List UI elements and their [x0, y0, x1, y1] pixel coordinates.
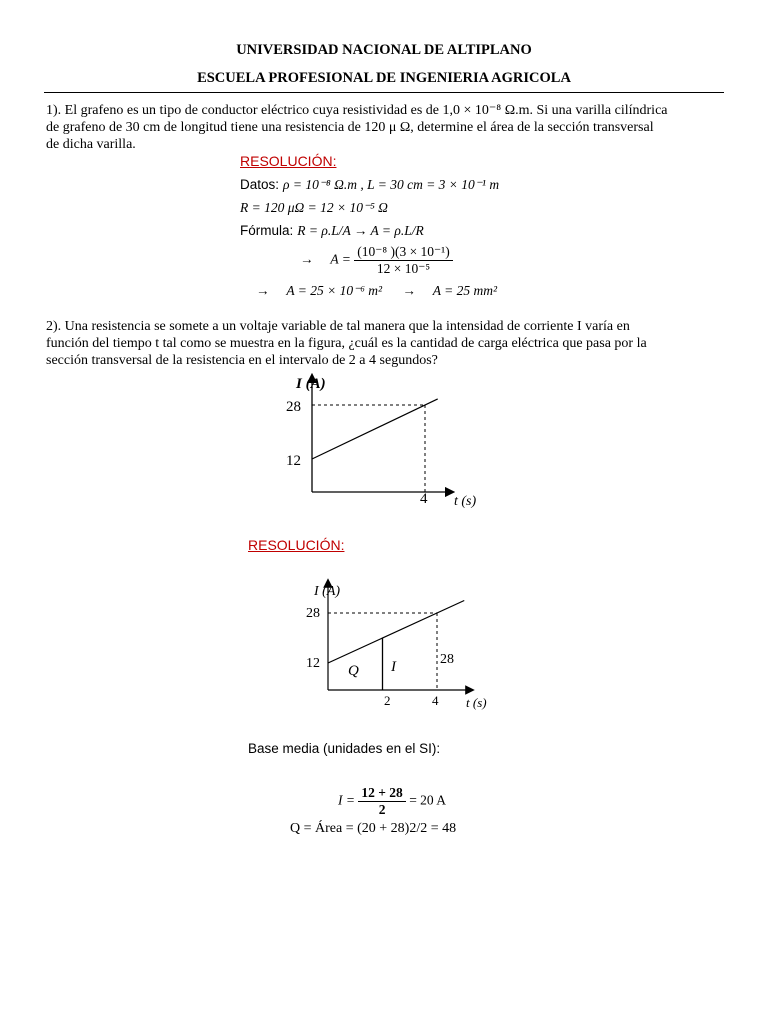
mean-current-denominator: 2: [378, 802, 386, 817]
area-result-2: A = 25 mm²: [432, 283, 498, 298]
y-tick-label: 12: [306, 656, 320, 671]
problem1-line: de dicha varilla.: [46, 137, 136, 152]
area-fraction: [354, 244, 452, 277]
mean-current-equation: [338, 785, 446, 818]
area-label-q: Q: [348, 663, 359, 679]
x-tick-label: 2: [384, 693, 391, 708]
problem2-statement: [46, 318, 724, 369]
area-fraction-line: [300, 244, 453, 277]
y-tick-label: 12: [286, 453, 301, 469]
height-label-i: I: [391, 659, 396, 675]
datos-label: Datos:: [240, 177, 280, 192]
area-numerator: (10⁻⁸ )(3 × 10⁻¹): [354, 244, 452, 261]
area-lhs: A =: [330, 251, 351, 267]
problem2-line: 2). Una resistencia se somete a un voltaje variable de tal manera que la intensidad de corriente I varía en: [46, 319, 630, 334]
arrow-symbol: →: [402, 283, 416, 298]
base-media-label: Base media (unidades en el SI):: [248, 741, 441, 756]
mean-current-rhs: = 20 A: [409, 792, 447, 808]
problem1-resolution-label: RESOLUCIÓN:: [240, 153, 337, 169]
area-denominator: 12 × 10⁻⁵: [376, 261, 431, 276]
y-axis-label: I (A): [296, 376, 326, 392]
mean-current-fraction: [358, 785, 405, 818]
problem2-line: función del tiempo t tal como se muestra en la figura, ¿cuál es la cantidad de carga eléctrica que pasa por la: [46, 336, 647, 351]
area-result-line: [256, 283, 497, 299]
formula-label: Fórmula:: [240, 223, 294, 238]
datos-line: [240, 176, 499, 194]
area-result-1: A = 25 × 10⁻⁶ m²: [286, 283, 383, 298]
formula-expression: R = ρ.L/A → A = ρ.L/R: [297, 223, 424, 238]
y-tick-label: 28: [286, 399, 301, 415]
charge-equation: Q = Área = (20 + 28)2/2 = 48: [290, 821, 457, 836]
x-axis-label: t (s): [454, 494, 477, 509]
datos-expression: ρ = 10⁻⁸ Ω.m , L = 30 cm = 3 × 10⁻¹ m: [283, 177, 500, 192]
x-tick-label: 4: [432, 693, 439, 708]
problem1-line: 1). El grafeno es un tipo de conductor eléctrico cuya resistividad es de 1,0 × 10⁻⁸ Ω.m. Si una varilla cilíndrica: [46, 103, 668, 118]
x-axis-label: t (s): [466, 695, 487, 710]
height-label-28: 28: [440, 652, 454, 667]
problem2-line: sección transversal de la resistencia en el intervalo de 2 a 4 segundos?: [46, 353, 438, 368]
problem2-resolution-label: RESOLUCIÓN:: [248, 537, 345, 553]
current-time-graph: [270, 370, 500, 515]
resistance-expression: R = 120 μΩ = 12 × 10⁻⁵ Ω: [240, 200, 388, 215]
x-tick-label: 4: [420, 491, 428, 507]
mean-current-lhs: I =: [338, 792, 355, 808]
arrow-symbol: →: [256, 283, 270, 298]
university-title: UNIVERSIDAD NACIONAL DE ALTIPLANO: [236, 42, 532, 58]
y-axis-label: I (A): [314, 584, 341, 599]
current-line: [312, 399, 438, 459]
problem1-statement: [46, 102, 724, 153]
problem1-line: de grafeno de 30 cm de longitud tiene una resistencia de 120 μ Ω, determine el área de la sección transversal: [46, 120, 654, 135]
mean-current-numerator: 12 + 28: [358, 785, 405, 802]
school-title: ESCUELA PROFESIONAL DE INGENIERIA AGRICOLA: [197, 70, 571, 86]
y-tick-label: 28: [306, 606, 320, 621]
charge-area-graph: [290, 575, 510, 715]
header-rule: [44, 92, 724, 93]
arrow-symbol: →: [300, 251, 314, 267]
formula-line: [240, 222, 424, 240]
